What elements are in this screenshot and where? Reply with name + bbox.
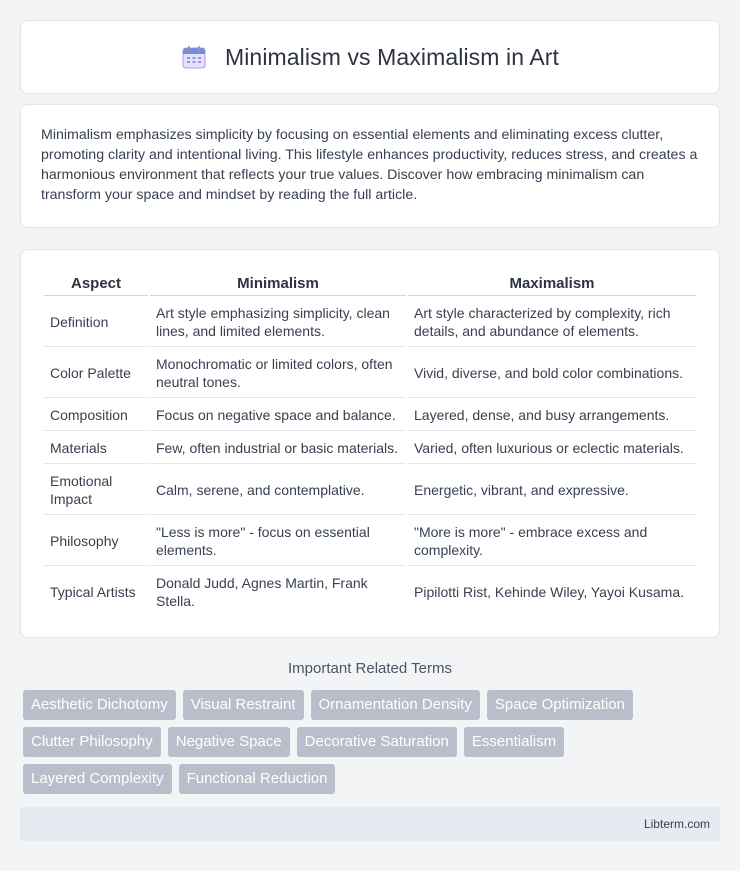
cell-minimalism: Art style emphasizing simplicity, clean lines, and limited elements. [150,298,406,347]
cell-aspect: Philosophy [44,517,148,566]
table-row [44,517,696,566]
table-row [44,349,696,398]
related-terms-list [20,690,720,794]
table-row [44,400,696,431]
cell-aspect: Typical Artists [50,584,136,600]
cell-aspect: Materials [44,433,148,464]
related-terms-title: Important Related Terms [288,660,452,677]
intro-text: Minimalism emphasizes simplicity by focusing on essential elements and eliminating excess clutter, promoting clarity and intentional living. This lifestyle enhances productivity, reduces stress, and creates a harmonious environment that reflects your true values. Discover how embracing minimalism can transform your space and mindset by reading the full article. [41,127,698,203]
cell-minimalism: Donald Judd, Agnes Martin, Frank Stella. [156,575,368,609]
cell-aspect: Color Palette [44,349,148,398]
term-tag[interactable]: Aesthetic Dichotomy [23,690,176,720]
term-tag[interactable]: Ornamentation Density [311,690,480,720]
cell-maximalism: "More is more" - embrace excess and complexity. [408,517,696,566]
cell-aspect: Emotional Impact [44,466,148,515]
term-tag[interactable]: Space Optimization [487,690,633,720]
cell-aspect: Definition [44,298,148,347]
comparison-card [20,249,720,638]
header-maximalism: Maximalism [408,272,696,296]
cell-maximalism: Layered, dense, and busy arrangements. [408,400,696,431]
table-header-row [44,272,696,296]
cell-maximalism: Energetic, vibrant, and expressive. [408,466,696,515]
table-row [44,568,696,616]
table-row [44,298,696,347]
term-tag[interactable]: Visual Restraint [183,690,304,720]
cell-maximalism: Vivid, diverse, and bold color combinations. [408,349,696,398]
cell-maximalism: Art style characterized by complexity, rich details, and abundance of elements. [408,298,696,347]
table-row [44,433,696,464]
cell-aspect: Composition [44,400,148,431]
calendar-icon [181,44,207,70]
term-tag[interactable]: Clutter Philosophy [23,727,161,757]
cell-minimalism: "Less is more" - focus on essential elements. [150,517,406,566]
cell-minimalism: Few, often industrial or basic materials. [150,433,406,464]
page-title: Minimalism vs Maximalism in Art [224,43,560,70]
term-tag[interactable]: Functional Reduction [179,764,336,794]
cell-minimalism: Monochromatic or limited colors, often neutral tones. [150,349,406,398]
term-tag[interactable]: Essentialism [464,727,564,757]
title-card [20,20,720,94]
table-row [44,466,696,515]
footer-source-link[interactable]: Libterm.com [643,817,710,831]
header-aspect: Aspect [44,272,148,296]
cell-maximalism: Varied, often luxurious or eclectic materials. [408,433,696,464]
footer [20,807,720,841]
term-tag[interactable]: Negative Space [168,727,290,757]
cell-maximalism: Pipilotti Rist, Kehinde Wiley, Yayoi Kusama. [414,584,685,600]
intro-card [20,104,720,228]
comparison-table [42,270,698,618]
cell-minimalism: Focus on negative space and balance. [150,400,406,431]
term-tag[interactable]: Layered Complexity [23,764,172,794]
cell-minimalism: Calm, serene, and contemplative. [150,466,406,515]
term-tag[interactable]: Decorative Saturation [297,727,457,757]
header-minimalism: Minimalism [150,272,406,296]
